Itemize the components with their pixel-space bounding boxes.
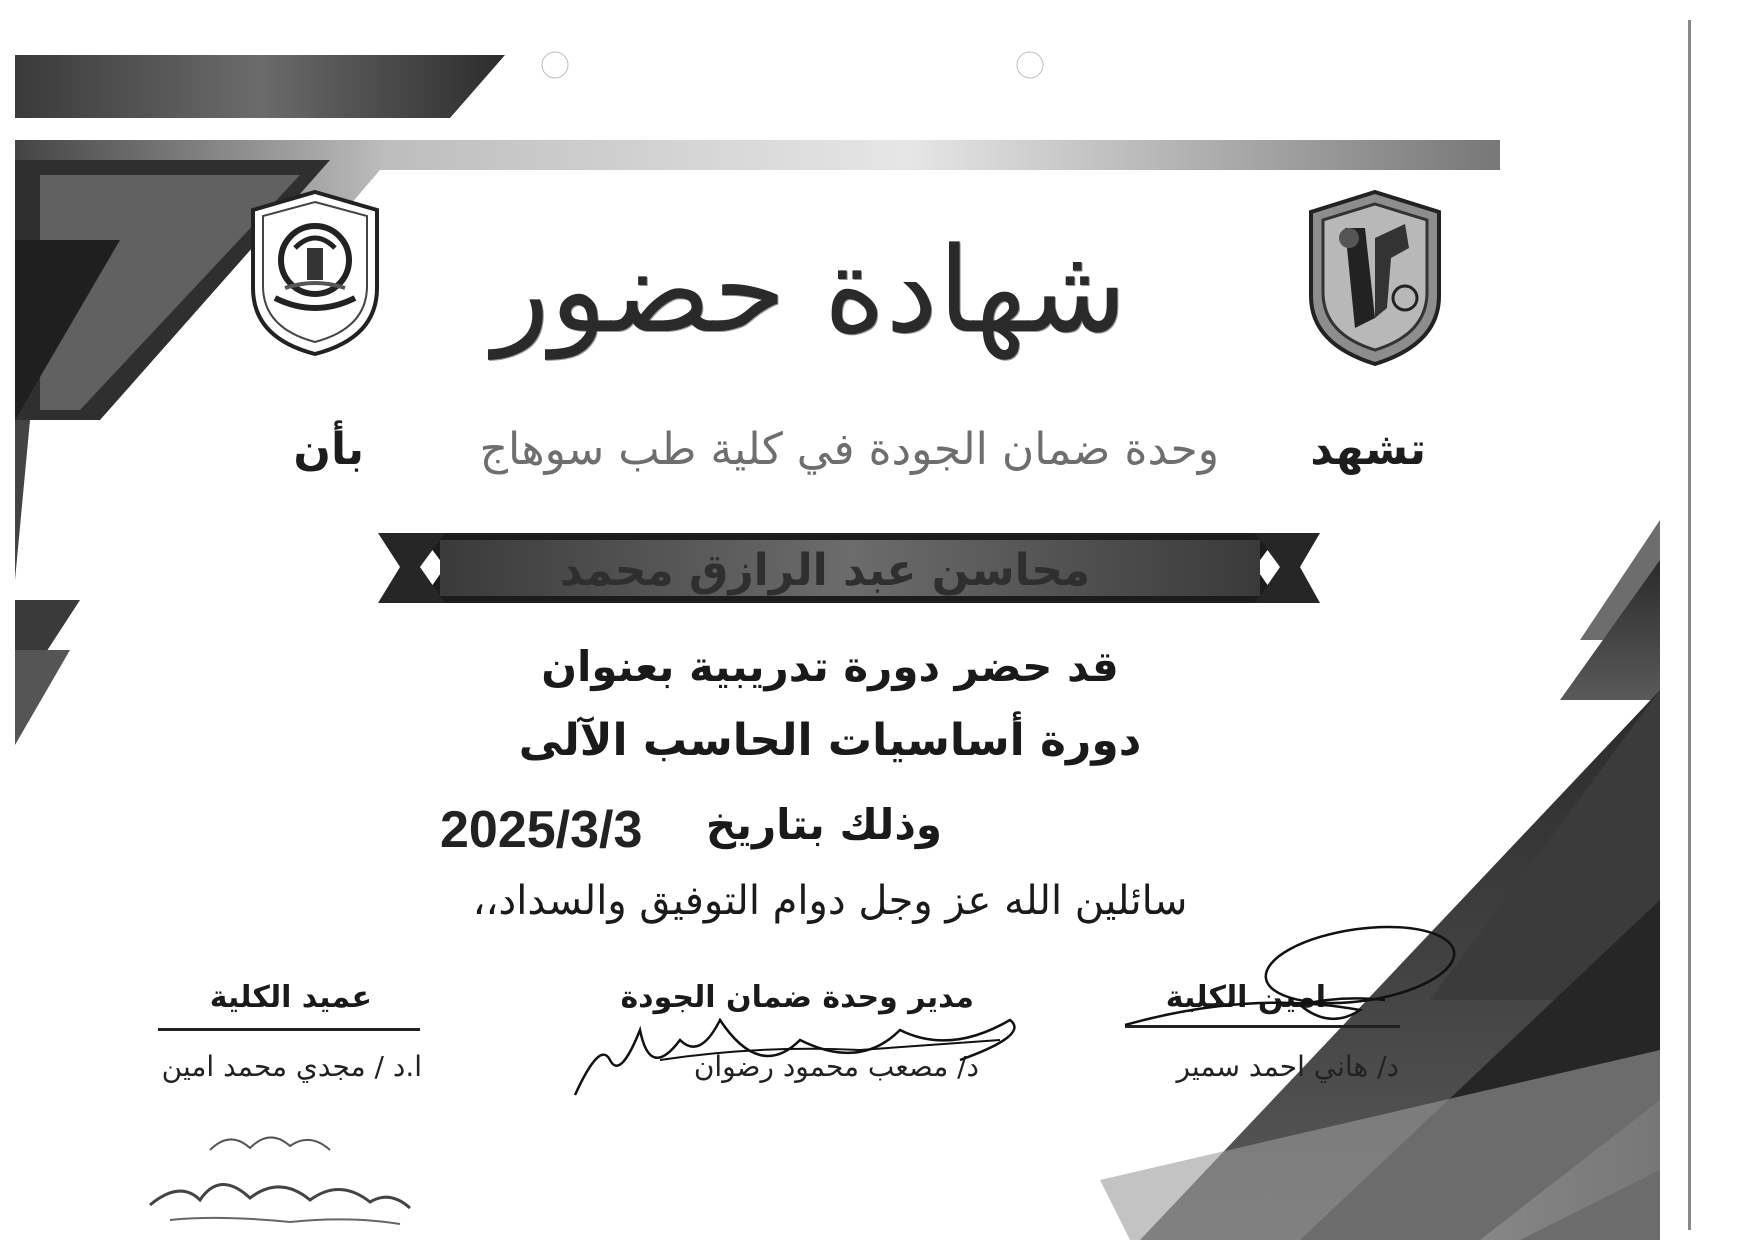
date-value: 2025/3/3 bbox=[440, 801, 643, 859]
course-title: دورة أساسيات الحاسب الآلى bbox=[518, 715, 1142, 766]
signatory-name: د/ مصعب محمود رضوان bbox=[693, 1050, 979, 1083]
recipient-name: محاسن عبد الرازق محمد bbox=[559, 545, 1091, 596]
issuer-unit: وحدة ضمان الجودة في كلية طب سوهاج bbox=[479, 424, 1219, 475]
signatory-name: د/ هاني احمد سمير bbox=[1176, 1050, 1399, 1083]
signature-title: عميد الكلية bbox=[209, 980, 372, 1015]
attended-statement: قد حضر دورة تدريبية بعنوان bbox=[541, 642, 1119, 691]
certificate-title: شهادة حضور bbox=[492, 221, 1128, 359]
dean-stamp-signature bbox=[140, 1120, 420, 1240]
that-word: بأن bbox=[293, 424, 364, 475]
signature-title: مدير وحدة ضمان الجودة bbox=[620, 980, 974, 1015]
signature-title: امين الكلية bbox=[1165, 980, 1326, 1015]
attest-word: تشهد bbox=[1310, 424, 1426, 475]
closing-prayer: سائلين الله عز وجل دوام التوفيق والسداد،، bbox=[472, 878, 1188, 924]
signatory-name: ا.د / مجدي محمد امين bbox=[161, 1050, 422, 1083]
date-label: وذلك بتاريخ bbox=[705, 800, 942, 849]
